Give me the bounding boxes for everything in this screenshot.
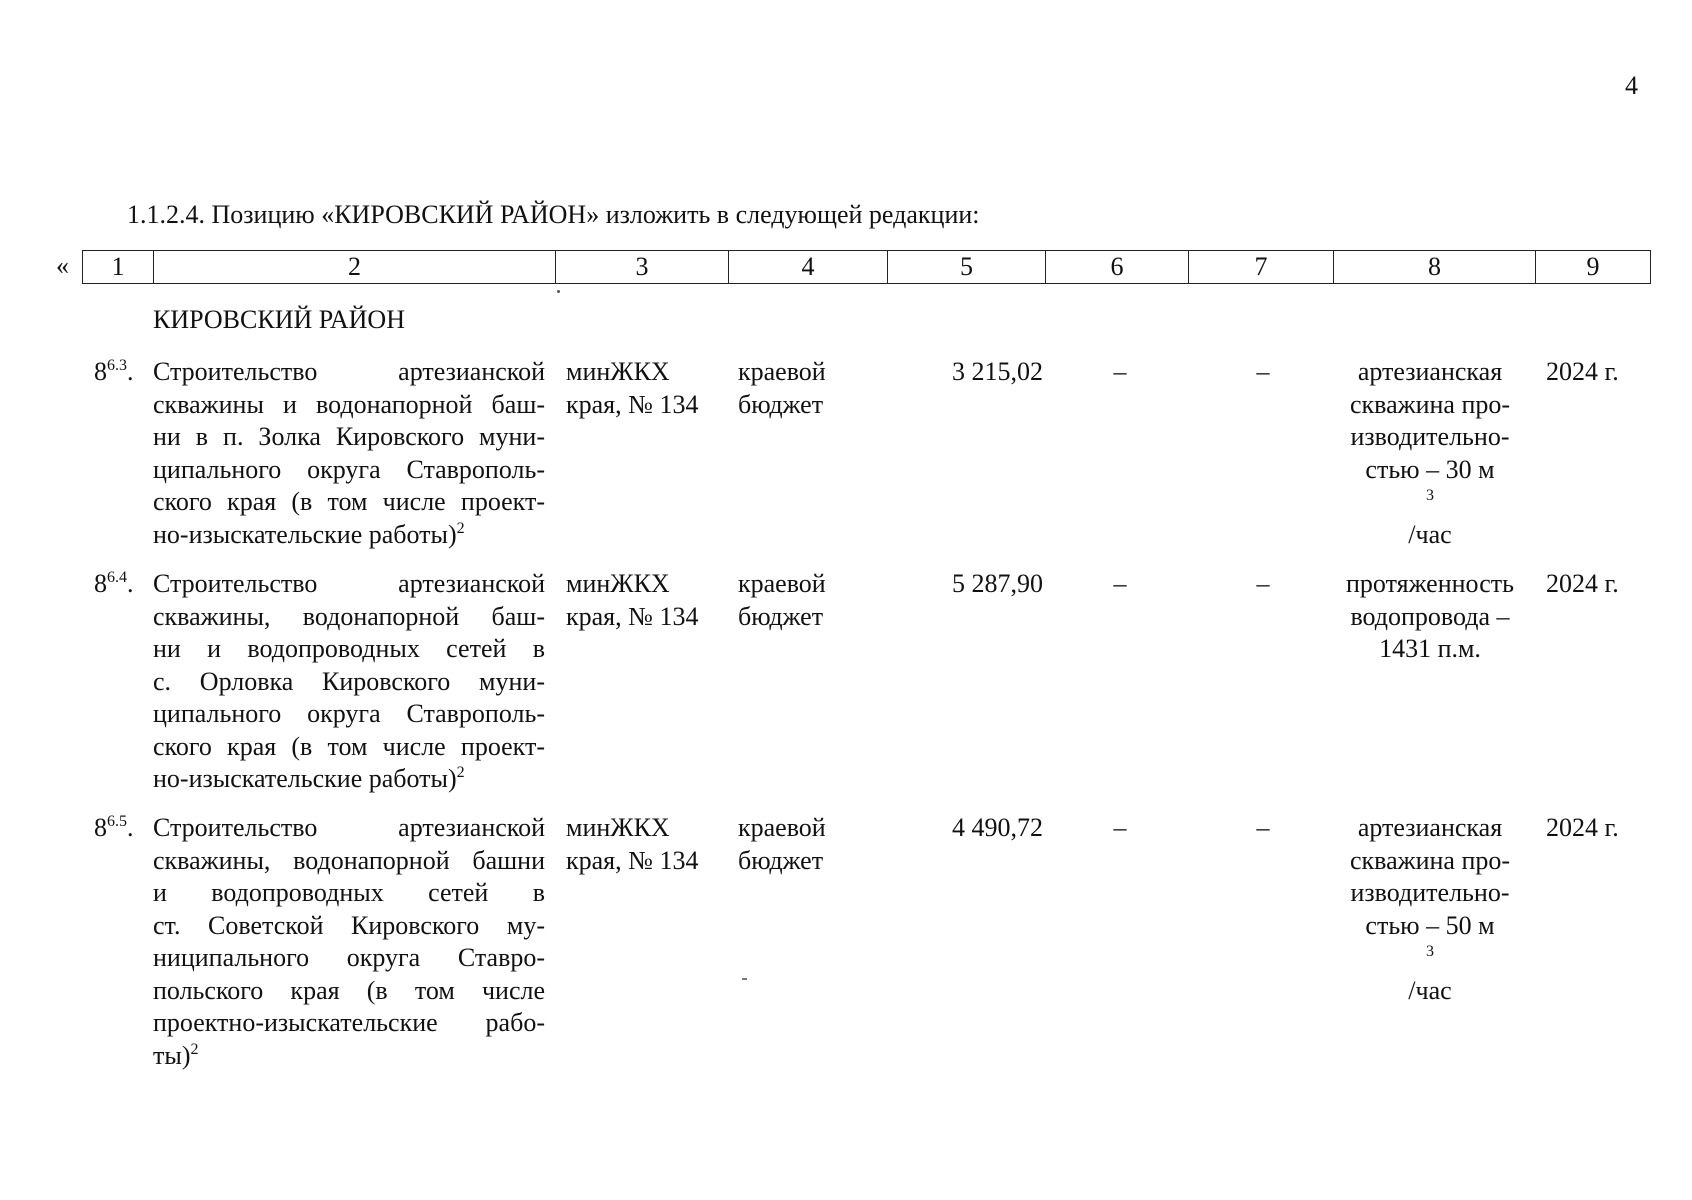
col6-value: – xyxy=(1113,813,1127,842)
object-description: Строительство артезианской скважины, водонапорной баш- ни и водопроводных сетей в с. Орловка Кировского муни- ципального округа Ставрополь- ского края (в том числе проект- но-изыскательские работы)$^2$ xyxy=(153,569,545,793)
executor: минЖКХ края, № 134 xyxy=(566,569,699,631)
position-number: $8^{6.5}$. xyxy=(94,813,134,842)
funding-source: краевой бюджет xyxy=(738,569,826,631)
object-description: Строительство артезианской скважины, водонапорной башни и водопроводных сетей в ст. Советской Кировского му- ниципального округа Ставро- польского края (в том числе проектно-изыскательские рабо- ты)$^2$ xyxy=(153,813,545,1070)
header-col-4: 4 xyxy=(729,251,888,284)
completion-year: 2024 г. xyxy=(1546,813,1619,842)
completion-year: 2024 г. xyxy=(1546,569,1619,598)
scan-speck xyxy=(742,978,747,980)
col7-value: – xyxy=(1256,813,1270,842)
position-number: $8^{6.3}$. xyxy=(94,357,134,386)
col7-value: – xyxy=(1256,357,1270,386)
executor: минЖКХ края, № 134 xyxy=(566,357,699,419)
header-col-8: 8 xyxy=(1334,251,1536,284)
page-number: 4 xyxy=(1625,71,1638,100)
header-col-5: 5 xyxy=(888,251,1046,284)
header-col-6: 6 xyxy=(1046,251,1189,284)
result-indicator: протяженность водопровода – 1431 п.м. xyxy=(1346,569,1514,663)
amount: 3 215,02 xyxy=(952,357,1043,386)
amount: 4 490,72 xyxy=(952,813,1043,842)
header-col-3: 3 xyxy=(556,251,729,284)
header-col-2: 2 xyxy=(154,251,556,284)
col7-value: – xyxy=(1256,569,1270,598)
col6-value: – xyxy=(1113,569,1127,598)
col6-value: – xyxy=(1113,357,1127,386)
executor: минЖКХ края, № 134 xyxy=(566,813,699,875)
position-number: $8^{6.4}$. xyxy=(94,569,134,598)
completion-year: 2024 г. xyxy=(1546,357,1619,386)
column-number-header xyxy=(82,250,1651,284)
header-col-9: 9 xyxy=(1536,251,1651,284)
scan-speck xyxy=(557,290,560,293)
header-col-7: 7 xyxy=(1189,251,1334,284)
object-description: Строительство артезианской скважины и водонапорной баш- ни в п. Золка Кировского муни- ципального округа Ставрополь- ского края (в том числе проект- но-изыскательские работы)$^2$ xyxy=(153,357,545,549)
section-intro: 1.1.2.4. Позицию «КИРОВСКИЙ РАЙОН» изложить в следующей редакции: xyxy=(127,200,980,229)
funding-source: краевой бюджет xyxy=(738,813,826,875)
result-indicator: артезианская скважина про- изводительно- стью – 30 м $^3$ /час xyxy=(1349,357,1511,549)
result-indicator: артезианская скважина про- изводительно- стью – 50 м $^3$ /час xyxy=(1349,813,1511,1005)
district-heading: КИРОВСКИЙ РАЙОН xyxy=(153,305,405,334)
opening-quote: « xyxy=(56,251,69,280)
amount: 5 287,90 xyxy=(952,569,1043,598)
header-col-1: 1 xyxy=(83,251,154,284)
funding-source: краевой бюджет xyxy=(738,357,826,419)
